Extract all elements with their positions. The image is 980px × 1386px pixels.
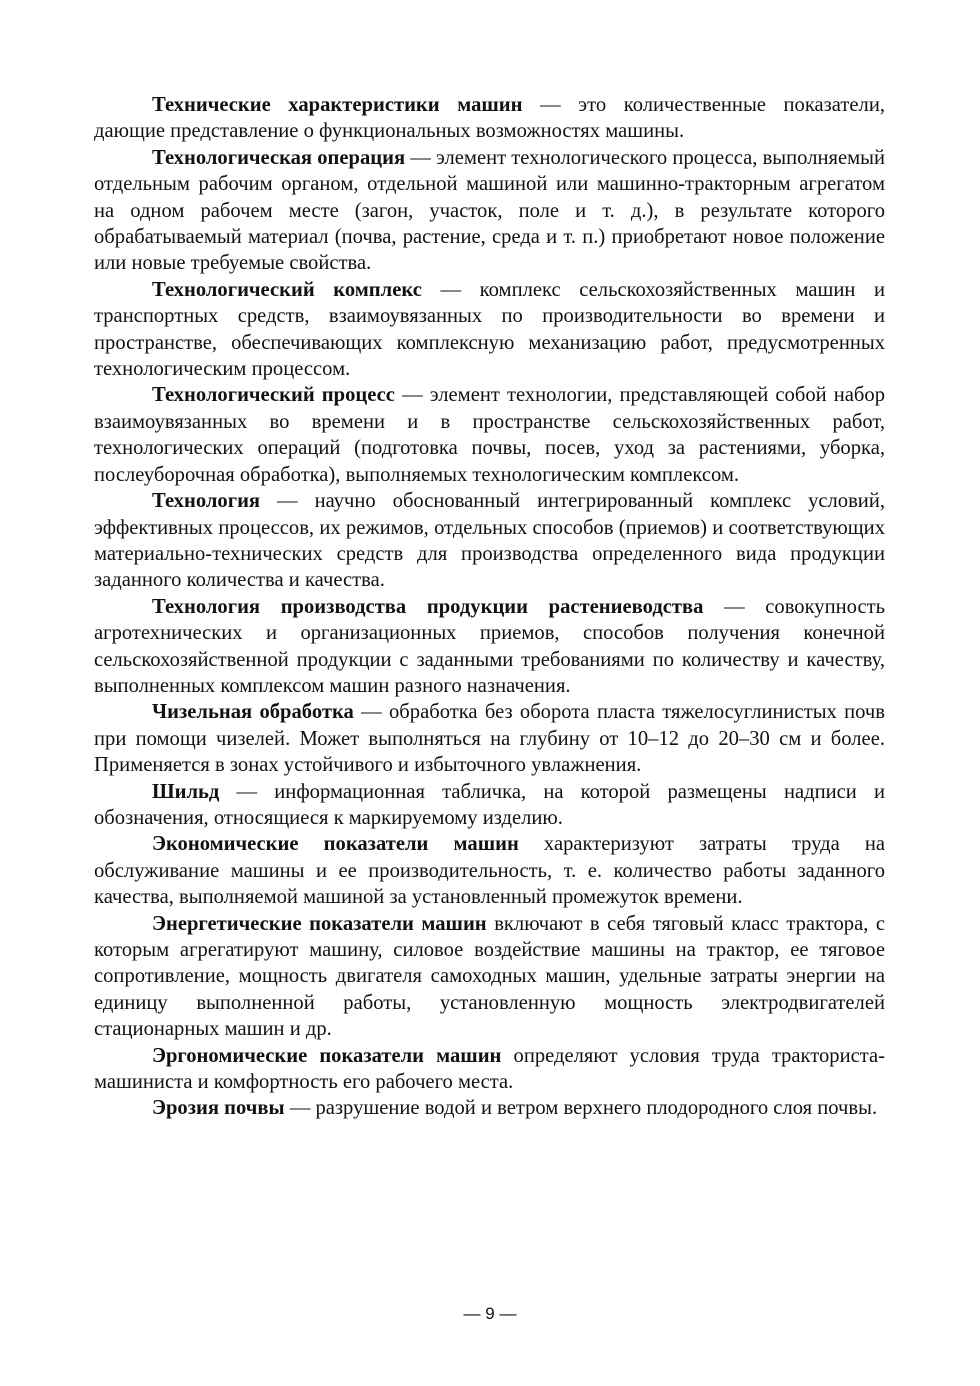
glossary-entry xyxy=(94,488,885,594)
glossary-term: Технические характеристики машин xyxy=(152,94,523,116)
glossary-definition: характеризуют затраты труда на обслуживание машины и ее производительность, т. е. количество работы заданного качества, выполняемой машиной за установленный промежуток времени. xyxy=(94,833,885,909)
glossary-definition: — обработка без оборота пласта тяжелосуглинистых почв при помощи чизелей. Может выполняться на глубину от 10–12 до 20–30 см и более. Применяется в зонах устойчивого и избыточного увлажнения. xyxy=(94,701,885,777)
glossary-definition: — комплекс сельскохозяйственных машин и транспортных средств, взаимоувязанных по производительности во времени и пространстве, обеспечивающих комплексную механизацию работ, предусмотренных технологическим процессом. xyxy=(94,278,886,381)
glossary-entry xyxy=(94,831,885,910)
glossary-entry xyxy=(94,277,885,383)
glossary-term: Технологическая операция xyxy=(152,146,406,169)
page-body xyxy=(94,92,885,1122)
glossary-entry xyxy=(94,1095,885,1121)
glossary-definition: — научно обоснованный интегрированный комплекс условий, эффективных процессов, их режимов, отдельных способов (приемов) и соответствующих материально-технических средств для производства определенного вида продукции заданного количества и качества. xyxy=(94,490,885,592)
glossary-entry xyxy=(94,1043,885,1096)
glossary-entry xyxy=(94,594,885,700)
page-number: — 9 — xyxy=(463,1304,517,1323)
glossary-term: Шильд xyxy=(152,780,220,803)
glossary-entry xyxy=(94,779,885,832)
glossary-term: Технология xyxy=(152,490,261,513)
glossary-entry xyxy=(94,699,885,778)
glossary-term: Эргономические показатели машин xyxy=(152,1044,502,1067)
glossary-definition: — элемент технологического процесса, выполняемый отдельным рабочим органом, отдельной машиной или машинно-тракторным агрегатом на одном рабочем месте (загон, участок, поле и т. д.), в результате которого обрабатываемый материал (почва, растение, среда и т. п.) приобретают новое положение или новые требуемые свойства. xyxy=(94,146,885,275)
glossary-entry xyxy=(94,911,885,1043)
glossary-term: Чизельная обработка xyxy=(152,701,354,724)
glossary-term: Эрозия почвы xyxy=(152,1097,285,1120)
glossary-term: Технологический комплекс xyxy=(152,278,422,301)
glossary-term: Экономические показатели машин xyxy=(152,833,519,856)
glossary-term: Энергетические показатели машин xyxy=(152,912,487,935)
glossary-definition: — разрушение водой и ветром верхнего плодородного слоя почвы. xyxy=(284,1097,878,1120)
glossary-definition: — элемент технологии, представляющей собой набор взаимоувязанных во времени и в пространстве сельскохозяйственных работ, технологических операций (подготовка почвы, посев, уход за растениями, уборка, послеуборочная обработка), выполняемых технологическим комплексом. xyxy=(94,384,885,486)
glossary-term: Технология производства продукции растениеводства xyxy=(152,595,704,618)
glossary-term: Технологический процесс xyxy=(152,384,395,407)
glossary-definition: определяют условия труда тракториста-машиниста и комфортность его рабочего места. xyxy=(94,1044,885,1094)
glossary-entry xyxy=(94,145,885,277)
glossary-entry xyxy=(94,382,885,488)
glossary-definition: включают в себя тяговый класс трактора, с которым агрегатируют машину, силовое воздействие машины на трактор, ее тяговое сопротивление, мощность двигателя самоходных машин, удельные затраты энергии на единицу выполненной работы, установленную мощность электродвигателей стационарных машин и др. xyxy=(94,912,885,1041)
glossary-definition: — совокупность агротехнических и организационных приемов, способов получения конечной сельскохозяйственной продукции с заданными требованиями по количеству и качеству, выполненных комплексом машин разного назначения. xyxy=(94,595,885,697)
glossary-definition: — информационная табличка, на которой размещены надписи и обозначения, относящиеся к маркируемому изделию. xyxy=(94,780,885,829)
glossary-entry xyxy=(94,92,885,145)
glossary-definition: — это количественные показатели, дающие представление о функциональных возможностях машины. xyxy=(94,94,885,143)
